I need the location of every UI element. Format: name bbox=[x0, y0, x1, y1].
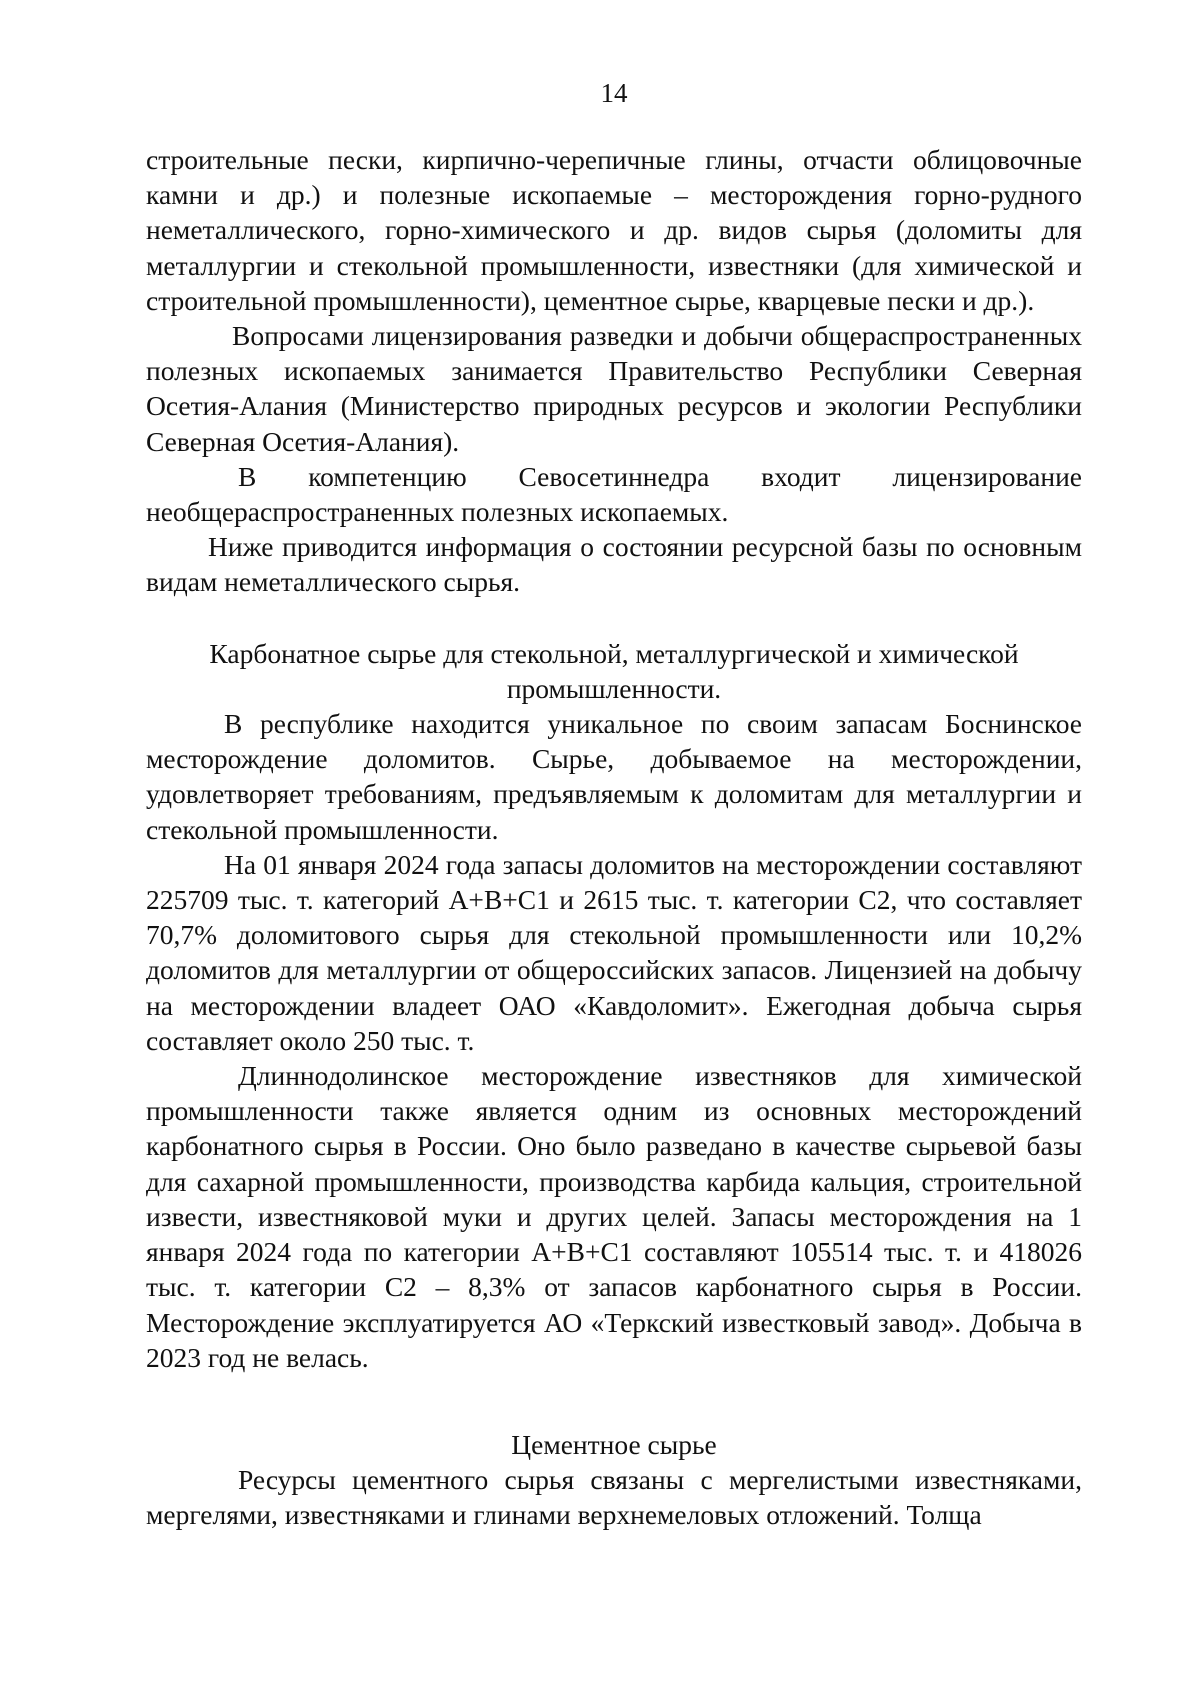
paragraph-bosninskoe: В республике находится уникальное по своим запасам Боснинское месторождение доломитов. Сырье, добываемое на месторождении, удовлетворяет требованиям, предъявляемым к доломитам для металлургии и стекольной промышленности. bbox=[146, 708, 1082, 845]
section-heading-cement: Цементное сырье bbox=[511, 1428, 717, 1460]
paragraph-dolomite-reserves: На 01 января 2024 года запасы доломитов на месторождении составляют 225709 тыс. т. категорий А+В+С1 и 2615 тыс. т. категории С2, что составляет 70,7% доломитового сырья для стекольной промышленности или 10,2% доломитов для металлургии от общероссийских запасов. Лицензией на добычу на месторождении владеет ОАО «Кавдоломит». Ежегодная добыча сырья составляет около 250 тыс. т. bbox=[146, 848, 1082, 1056]
page-number: 14 bbox=[600, 78, 628, 108]
paragraph-licensing: Вопросами лицензирования разведки и добычи общераспространенных полезных ископаемых занимается Правительство Республики Северная Осетия-Алания (Министерство природных ресурсов и экологии Республики Северная Осетия-Алания). bbox=[146, 320, 1082, 457]
paragraph-info-intro: Ниже приводится информация о состоянии ресурсной базы по основным видам неметаллического сырья. bbox=[146, 531, 1082, 598]
paragraph-cement-resources: Ресурсы цементного сырья связаны с мергелистыми известняками, мергелями, известняками и глинами верхнемеловых отложений. Толща bbox=[146, 1464, 1082, 1531]
paragraph-competence: В компетенцию Севосетиннедра входит лицензирование необщераспространенных полезных ископаемых. bbox=[146, 460, 1082, 528]
document-body bbox=[146, 142, 1082, 1533]
paragraph-dlinnodolinskoe: Длиннодолинское месторождение известняков для химической промышленности также является одним из основных месторождений карбонатного сырья в России. Оно было разведано в качестве сырьевой базы для сахарной промышленности, производства карбида кальция, строительной извести, известняковой муки и других целей. Запасы месторождения на 1 января 2024 года по категории А+В+С1 составляют 105514 тыс. т. и 418026 тыс. т. категории С2 – 8,3% от запасов карбонатного сырья в России. Месторождение эксплуатируется АО «Теркский известковый завод». Добыча в 2023 год не велась. bbox=[146, 1060, 1082, 1373]
section-heading-carbonate: Карбонатное сырье для стекольной, металлургической и химической промышленности. bbox=[209, 637, 1019, 704]
paragraph-continuation: строительные пески, кирпично-черепичные глины, отчасти облицовочные камни и др.) и полезные ископаемые – месторождения горно-рудного неметаллического, горно-химического и др. видов сырья (доломиты для металлургии и стекольной промышленности, известняки (для химической и строительной промышленности), цементное сырье, кварцевые пески и др.). bbox=[146, 144, 1082, 316]
